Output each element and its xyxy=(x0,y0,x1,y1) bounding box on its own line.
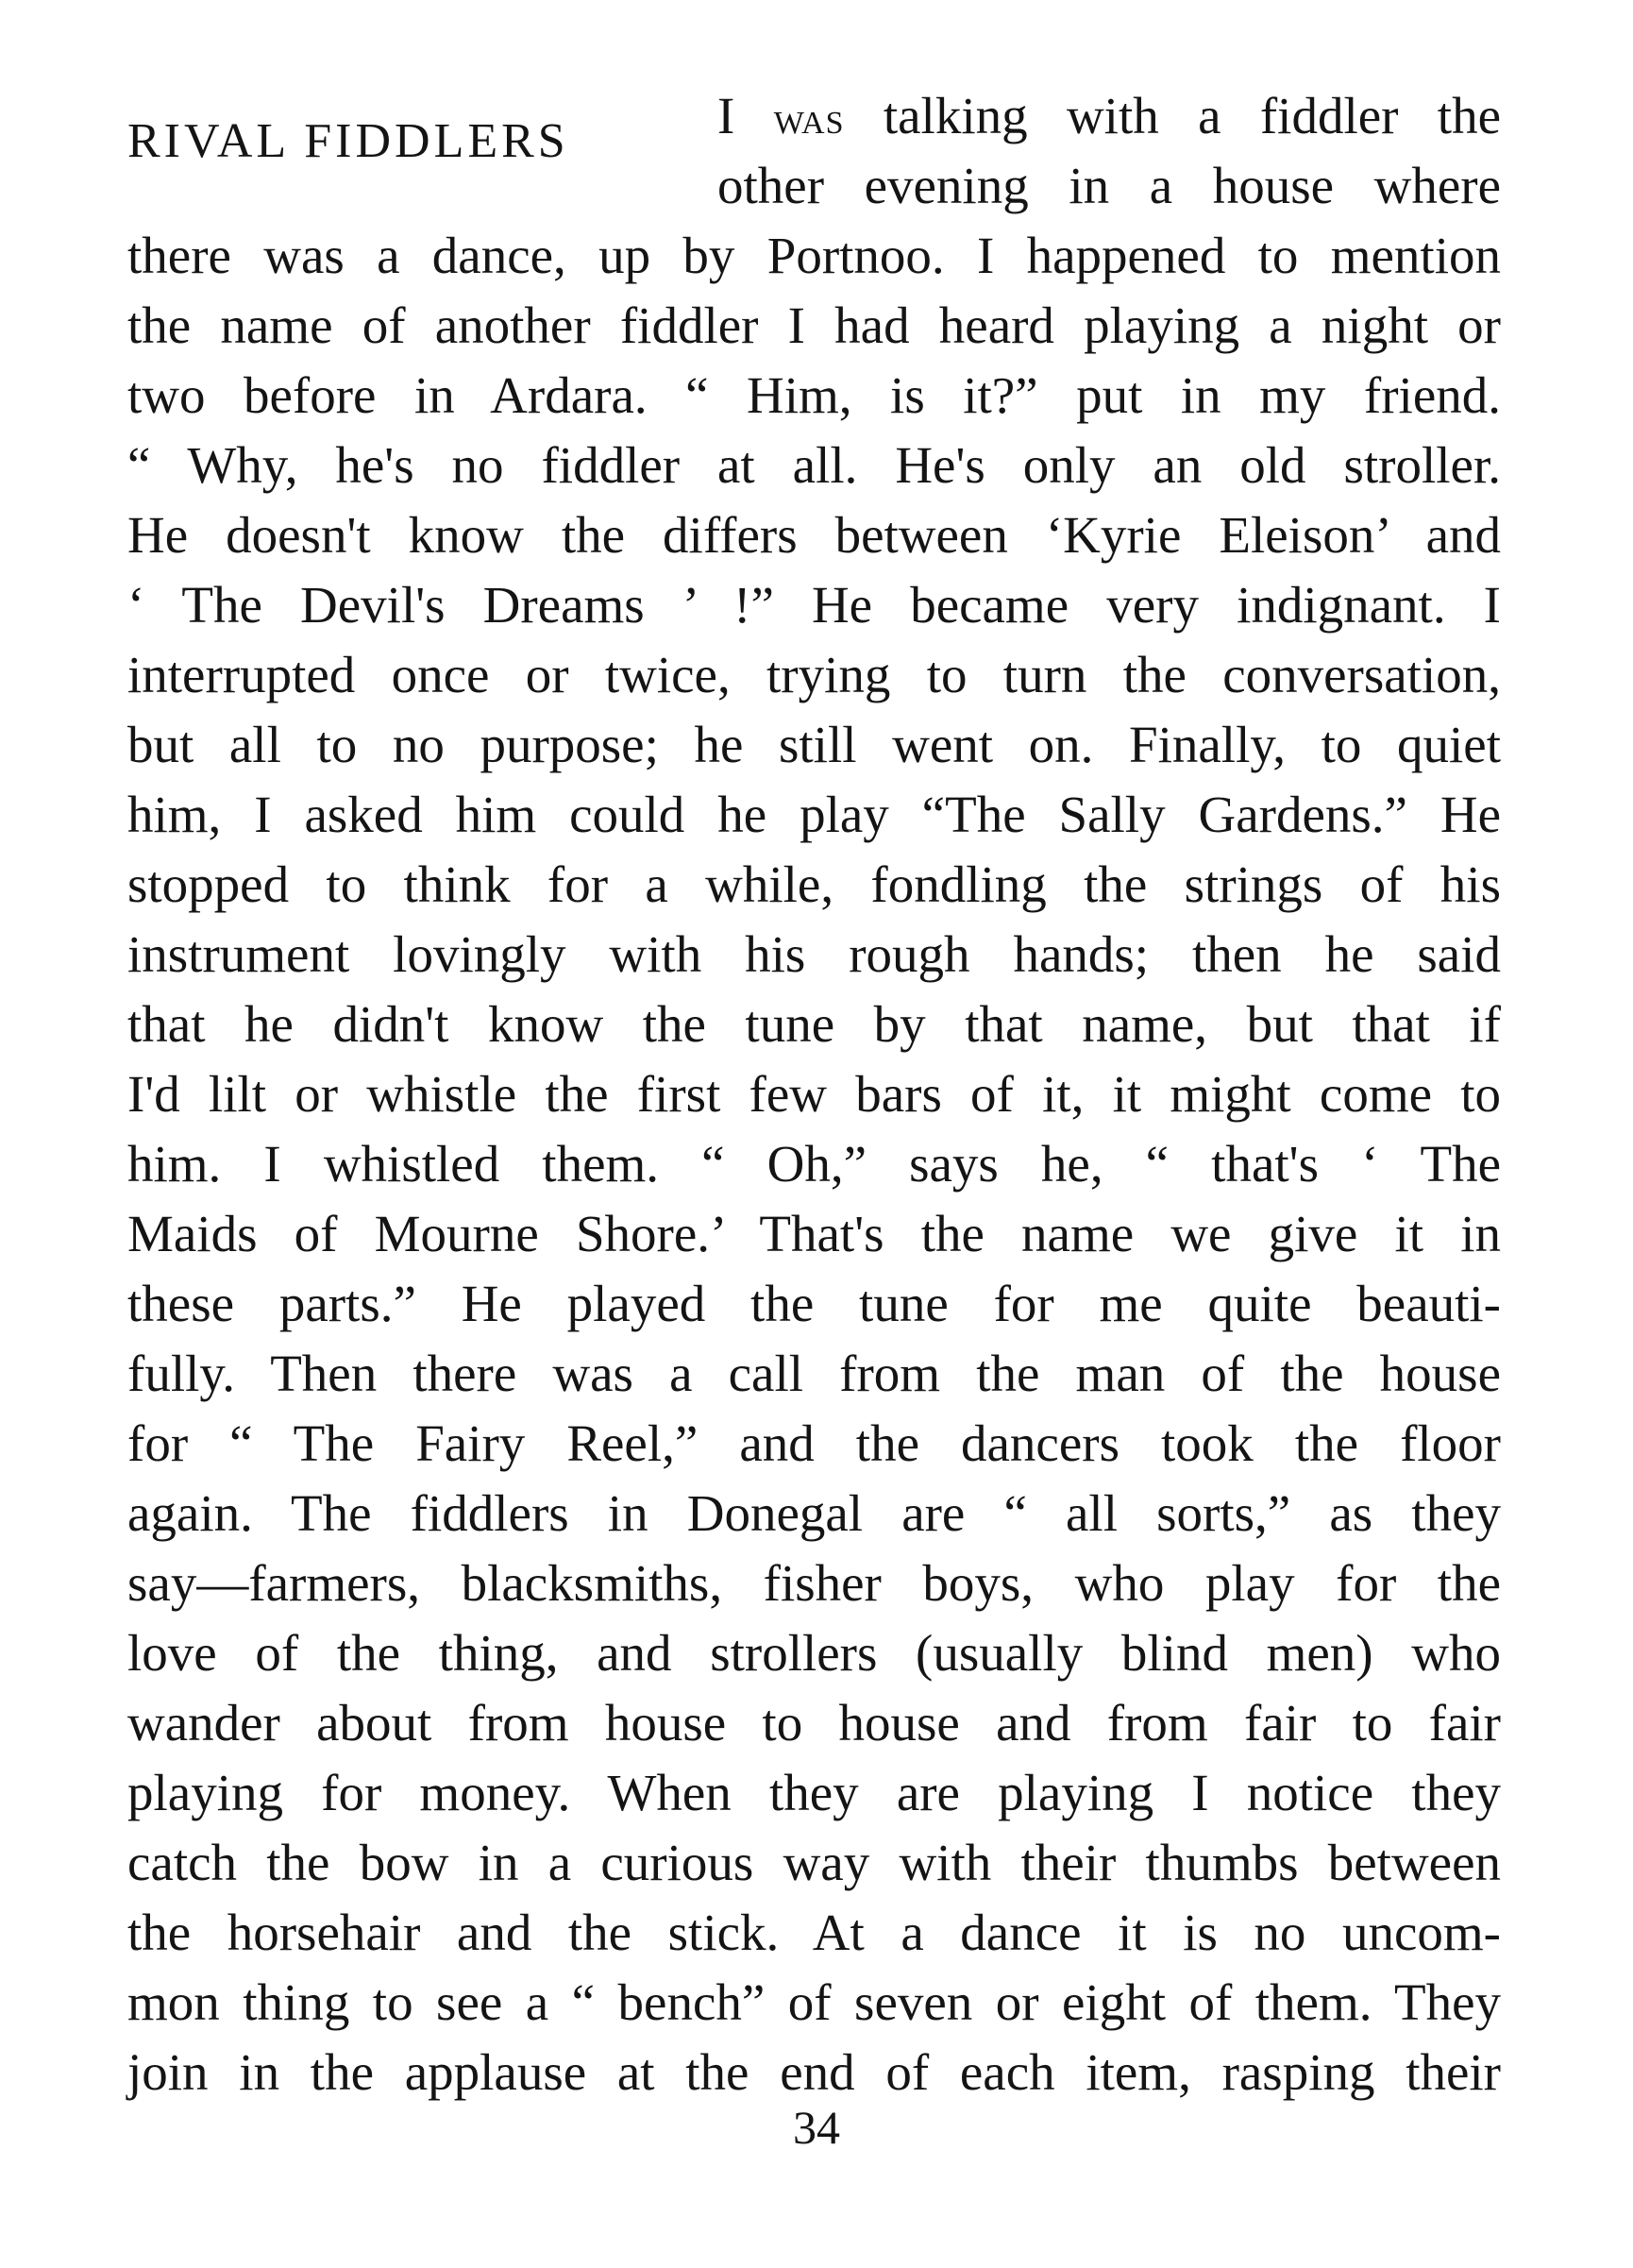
text-line: two before in Ardara. “ Him, is it?” put in my friend. xyxy=(127,366,1501,424)
text-line: instrument lovingly with his rough hands; then he said xyxy=(127,925,1501,983)
text-line: “ Why, he's no fiddler at all. He's only an old stroller. xyxy=(127,436,1501,494)
section-heading: RIVAL FIDDLERS xyxy=(127,114,569,168)
text-line: the name of another fiddler I had heard playing a night or xyxy=(127,296,1501,354)
opening-line-2: other evening in a house where xyxy=(717,157,1501,214)
page-number: 34 xyxy=(793,2101,840,2154)
text-line: catch the bow in a curious way with their thumbs between xyxy=(127,1834,1501,1891)
text-line: stopped to think for a while, fondling the strings of his xyxy=(127,855,1501,913)
text-line: He doesn't know the differs between ‘Kyrie Eleison’ and xyxy=(127,506,1501,564)
text-line: again. The fiddlers in Donegal are “ all sorts,” as they xyxy=(127,1484,1501,1542)
text-line: ‘ The Devil's Dreams ’ !” He became very indignant. I xyxy=(127,576,1501,634)
body-paragraph xyxy=(127,221,1501,2107)
text-line: Maids of Mourne Shore.’ That's the name we give it in xyxy=(127,1205,1501,1262)
text-line: fully. Then there was a call from the man of the house xyxy=(127,1345,1501,1402)
text-line: interrupted once or twice, trying to turn the conversation, xyxy=(127,646,1501,703)
text-line: him. I whistled them. “ Oh,” says he, “ that's ‘ The xyxy=(127,1135,1501,1193)
text-line: I'd lilt or whistle the first few bars of it, it might come to xyxy=(127,1065,1501,1123)
text-line: say—farmers, blacksmiths, fisher boys, who play for the xyxy=(127,1554,1501,1612)
text-line: for “ The Fairy Reel,” and the dancers took the floor xyxy=(127,1414,1501,1472)
text-line: love of the thing, and strollers (usually blind men) who xyxy=(127,1624,1501,1682)
text-line: but all to no purpose; he still went on. Finally, to quiet xyxy=(127,716,1501,773)
text-line: him, I asked him could he play “The Sally Gardens.” He xyxy=(127,786,1501,843)
text-line: playing for money. When they are playing I notice they xyxy=(127,1764,1501,1821)
text-line: these parts.” He played the tune for me quite beauti- xyxy=(127,1275,1501,1332)
opening-smallcaps-word: was xyxy=(773,93,845,144)
text-line: mon thing to see a “ bench” of seven or eight of them. They xyxy=(127,1973,1501,2031)
text-line: wander about from house to house and from fair to fair xyxy=(127,1694,1501,1752)
opening-line-1-rest: talking with a fiddler the xyxy=(883,87,1502,144)
opening-line-1 xyxy=(717,81,1501,154)
text-line: that he didn't know the tune by that name, but that if xyxy=(127,995,1501,1053)
text-line: the horsehair and the stick. At a dance it is no uncom- xyxy=(127,1904,1501,1961)
text-line: join in the applause at the end of each item, rasping their xyxy=(127,2043,1501,2101)
opening-initial: I xyxy=(717,87,735,144)
text-line: there was a dance, up by Portnoo. I happened to mention xyxy=(127,227,1501,284)
